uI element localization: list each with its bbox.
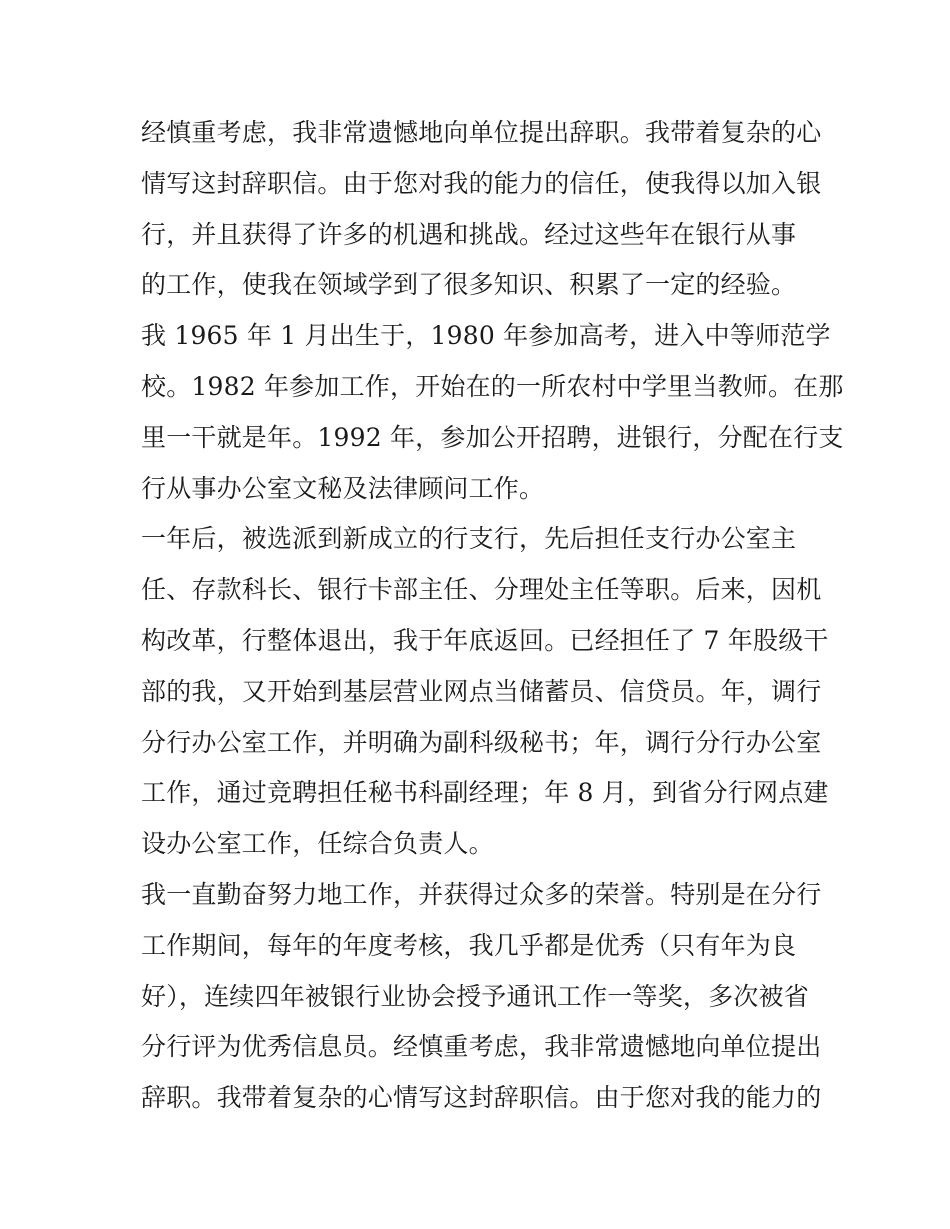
text-line: 部的我，又开始到基层营业网点当储蓄员、信贷员。年，调行 bbox=[141, 676, 822, 706]
text-line: 工作，通过竞聘担任秘书科副经理；年 8 月，到省分行网点建 bbox=[141, 778, 829, 808]
text-line: 构改革，行整体退出，我于年底返回。已经担任了 7 年股级干 bbox=[141, 625, 829, 655]
text-line: 好），连续四年被银行业协会授予通讯工作一等奖，多次被省 bbox=[141, 981, 809, 1011]
text-line: 里一干就是年。1992 年，参加公开招聘，进银行，分配在行支 bbox=[141, 422, 844, 452]
text-line: 经慎重考虑，我非常遗憾地向单位提出辞职。我带着复杂的心 bbox=[141, 118, 822, 147]
text-line: 的工作，使我在领域学到了很多知识、积累了一定的经验。 bbox=[141, 270, 797, 300]
text-line: 校。1982 年参加工作，开始在的一所农村中学里当教师。在那 bbox=[141, 371, 844, 401]
text-line: 任、存款科长、银行卡部主任、分理处主任等职。后来，因机 bbox=[141, 575, 822, 605]
text-line: 行，并且获得了许多的机遇和挑战。经过这些年在银行从事 bbox=[141, 219, 797, 249]
text-line: 分行评为优秀信息员。经慎重考虑，我非常遗憾地向单位提出 bbox=[141, 1032, 822, 1062]
text-line: 分行办公室工作，并明确为副科级秘书；年，调行分行办公室 bbox=[141, 727, 822, 757]
text-line: 一年后，被选派到新成立的行支行，先后担任支行办公室主 bbox=[141, 524, 797, 554]
text-line: 设办公室工作，任综合负责人。 bbox=[141, 829, 494, 859]
text-line: 行从事办公室文秘及法律顾问工作。 bbox=[141, 473, 545, 503]
text-line: 工作期间，每年的年度考核，我几乎都是优秀（只有年为良 bbox=[141, 930, 797, 960]
text-line: 情写这封辞职信。由于您对我的能力的信任，使我得以加入银 bbox=[141, 168, 822, 198]
text-line: 辞职。我带着复杂的心情写这封辞职信。由于您对我的能力的 bbox=[141, 1083, 822, 1113]
letter-body bbox=[141, 108, 844, 1124]
text-line: 我 1965 年 1 月出生于，1980 年参加高考，进入中等师范学 bbox=[141, 321, 831, 351]
text-line: 我一直勤奋努力地工作，并获得过众多的荣誉。特别是在分行 bbox=[141, 879, 822, 909]
